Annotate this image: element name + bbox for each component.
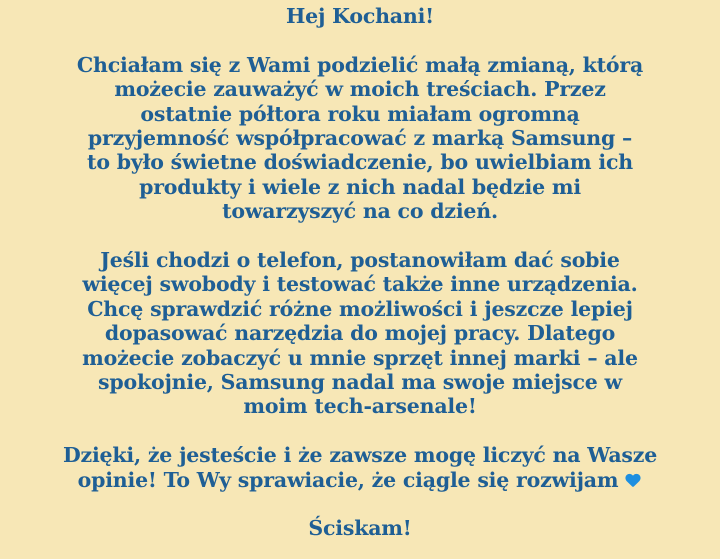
closing: Ściskam! [308, 516, 412, 541]
text-line: spokojnie, Samsung nadal ma swoje miejsce w [98, 370, 622, 395]
text-line: ostatnie półtora roku miałam ogromną [140, 101, 580, 126]
text-line: możecie zobaczyć u mnie sprzęt innej marki – ale [82, 345, 638, 370]
text-line: dopasować narzędzia do mojej pracy. Dlatego [104, 321, 616, 346]
text-line-with-emoji [8, 468, 712, 492]
text-line: opinie! To Wy sprawiacie, że ciągle się rozwijam [77, 467, 619, 492]
text-line: moim tech-arsenale! [243, 394, 477, 419]
paragraph-2 [8, 248, 712, 419]
text-line: towarzyszyć na co dzień. [222, 199, 498, 224]
text-line: więcej swobody i testować także inne urządzenia. [82, 272, 638, 297]
text-line: Jeśli chodzi o telefon, postanowiłam dać sobie [100, 248, 620, 273]
paragraph-gap [8, 419, 712, 443]
paragraph-gap [8, 492, 712, 516]
blue-heart-icon [624, 471, 642, 489]
text-line: przyjemność współpracować z marką Samsung – [87, 126, 633, 151]
paragraph-gap [8, 224, 712, 248]
text-line: produkty i wiele z nich nadal będzie mi [139, 174, 581, 199]
text-line: Chciałam się z Wami podzielić małą zmianą, którą [76, 52, 644, 77]
text-line: Dzięki, że jesteście i że zawsze mogę liczyć na Wasze [62, 443, 658, 468]
text-line: to było świetne doświadczenie, bo uwielbiam ich [87, 150, 633, 175]
greeting: Hej Kochani! [286, 4, 434, 28]
text-line: możecie zauważyć w moich treściach. Przez [114, 77, 606, 102]
text-line: Chcę sprawdzić różne możliwości i jeszcze lepiej [87, 296, 633, 321]
paragraph-1 [8, 53, 712, 224]
paragraph-3 [8, 443, 712, 492]
paragraph-gap [8, 28, 712, 52]
